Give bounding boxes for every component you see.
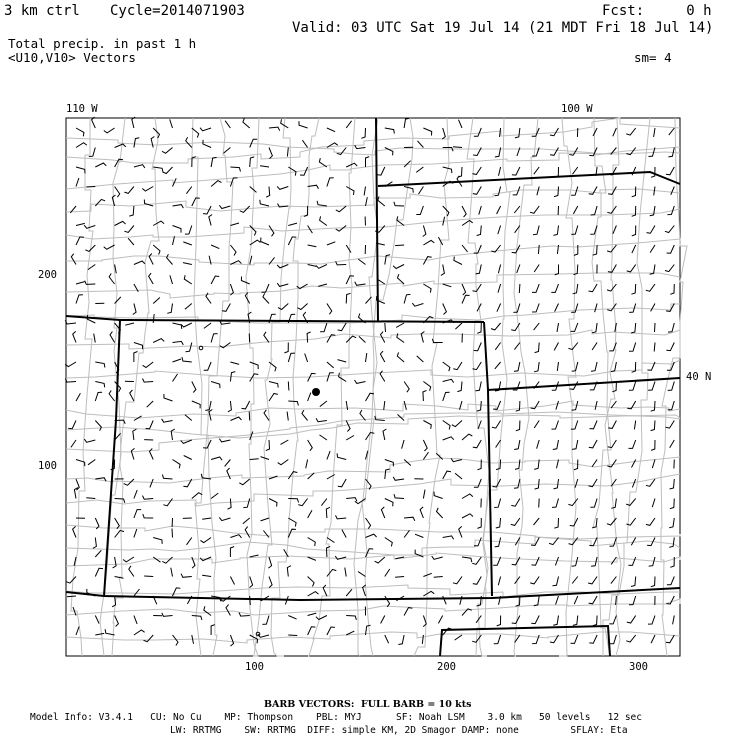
lat-label-40n: 40 N: [686, 371, 712, 383]
wind-barb: [250, 459, 259, 460]
field-title: Total precip. in past 1 h: [8, 36, 197, 51]
smoothing-label: sm= 4: [634, 50, 672, 65]
x-tick-300: 300: [629, 661, 648, 673]
wind-barb: [288, 382, 289, 391]
model-info-line2: LW: RRTMG SW: RRTMG DIFF: simple KM, 2D Smagor DAMP: none SFLAY: Eta: [170, 725, 628, 736]
wind-barb: [395, 245, 404, 246]
barb-note: BARB VECTORS: FULL BARB = 10 kts: [264, 699, 472, 710]
city-marker-filled: [312, 388, 320, 396]
x-tick-200: 200: [437, 661, 456, 673]
wind-barb: [288, 635, 297, 636]
wind-barb: [385, 323, 386, 332]
wind-barb: [144, 576, 153, 577]
wind-barb: [86, 187, 95, 188]
wind-barb: [453, 147, 462, 148]
y-tick-200: 200: [38, 269, 57, 281]
model-info-line1: Model Info: V3.4.1 CU: No Cu MP: Thompson PBL: MYJ SF: Noah LSM 3.0 km 50 levels 12 sec: [30, 712, 642, 723]
wind-barb: [519, 284, 520, 293]
wind-barb: [249, 334, 250, 343]
forecast-hour: Fcst: 0 h: [602, 3, 712, 19]
lon-label-100w: 100 W: [561, 103, 593, 115]
wind-barb: [655, 323, 656, 332]
wind-barb: [539, 499, 540, 508]
cycle-label: Cycle=2014071903: [110, 3, 245, 19]
lon-label-110w: 110 W: [66, 103, 98, 115]
y-tick-100: 100: [38, 460, 57, 472]
wind-barb: [250, 596, 251, 605]
x-tick-100: 100: [245, 661, 264, 673]
run-name: 3 km ctrl: [4, 3, 80, 19]
wind-barb: [249, 412, 250, 421]
vector-title: <U10,V10> Vectors: [8, 50, 136, 65]
valid-time: Valid: 03 UTC Sat 19 Jul 14 (21 MDT Fri 18 Jul 14): [292, 20, 714, 36]
wind-barb: [172, 529, 173, 538]
